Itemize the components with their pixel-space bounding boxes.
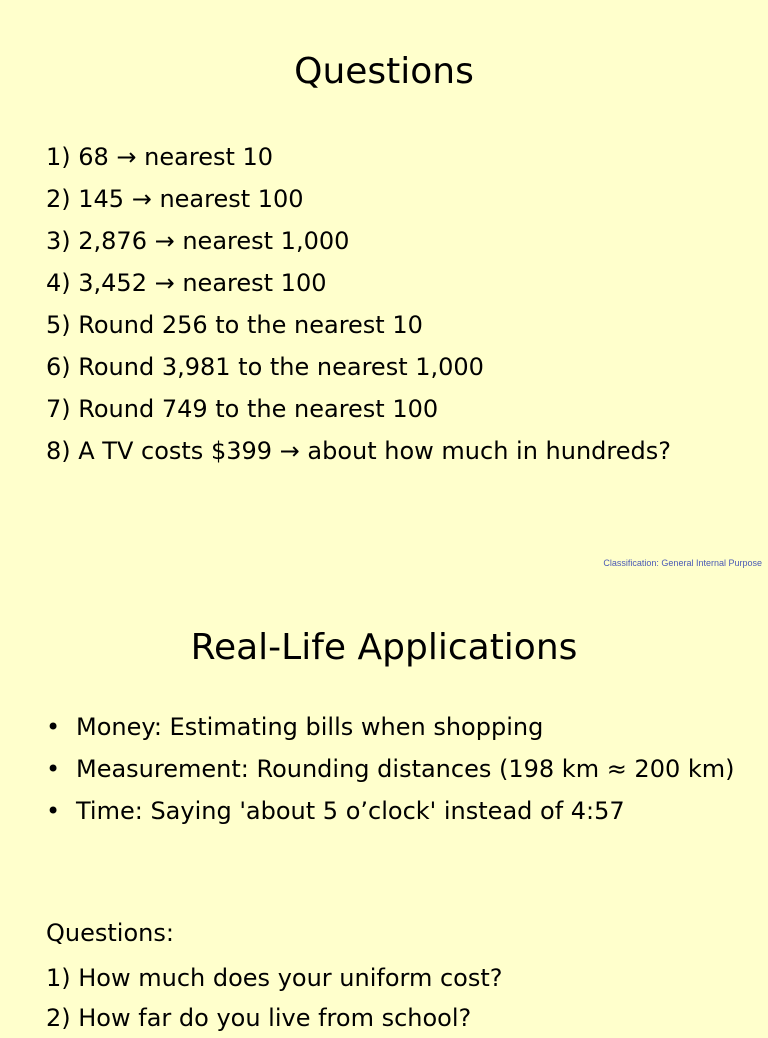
bullet-icon: • (46, 713, 61, 741)
bullet-item (46, 794, 736, 828)
bullet-list (46, 710, 736, 836)
bullet-text: Time: Saying 'about 5 o’clock' instead of 4:57 (76, 797, 625, 825)
question-item: 7) Round 749 to the nearest 100 (46, 395, 439, 423)
questions-heading: Questions: (46, 919, 174, 947)
bullet-text: Measurement: Rounding distances (198 km ≈ 200 km) (76, 755, 735, 783)
slide-title: Questions (294, 51, 474, 92)
bullet-text: Money: Estimating bills when shopping (76, 713, 544, 741)
question-item: 1) 68 → nearest 10 (46, 143, 274, 171)
question-item: 1) How much does your uniform cost? (46, 964, 503, 992)
bullet-item (46, 752, 736, 786)
question-item: 2) 145 → nearest 100 (46, 185, 304, 213)
bullet-icon: • (46, 797, 61, 825)
bullet-item (46, 710, 736, 744)
slide-real-life-applications (0, 576, 768, 1032)
application-question-list (46, 958, 503, 1038)
bullet-icon: • (46, 755, 61, 783)
question-item: 4) 3,452 → nearest 100 (46, 269, 327, 297)
question-item: 5) Round 256 to the nearest 10 (46, 311, 423, 339)
question-item: 2) How far do you live from school? (46, 1004, 472, 1032)
question-item: 8) A TV costs $399 → about how much in hundreds? (46, 437, 671, 465)
slide-title: Real-Life Applications (190, 627, 578, 668)
classification-label: Classification: General Internal Purpose (603, 558, 762, 568)
question-list (46, 136, 686, 468)
question-item: 3) 2,876 → nearest 1,000 (46, 227, 350, 255)
question-item: 6) Round 3,981 to the nearest 1,000 (46, 353, 484, 381)
